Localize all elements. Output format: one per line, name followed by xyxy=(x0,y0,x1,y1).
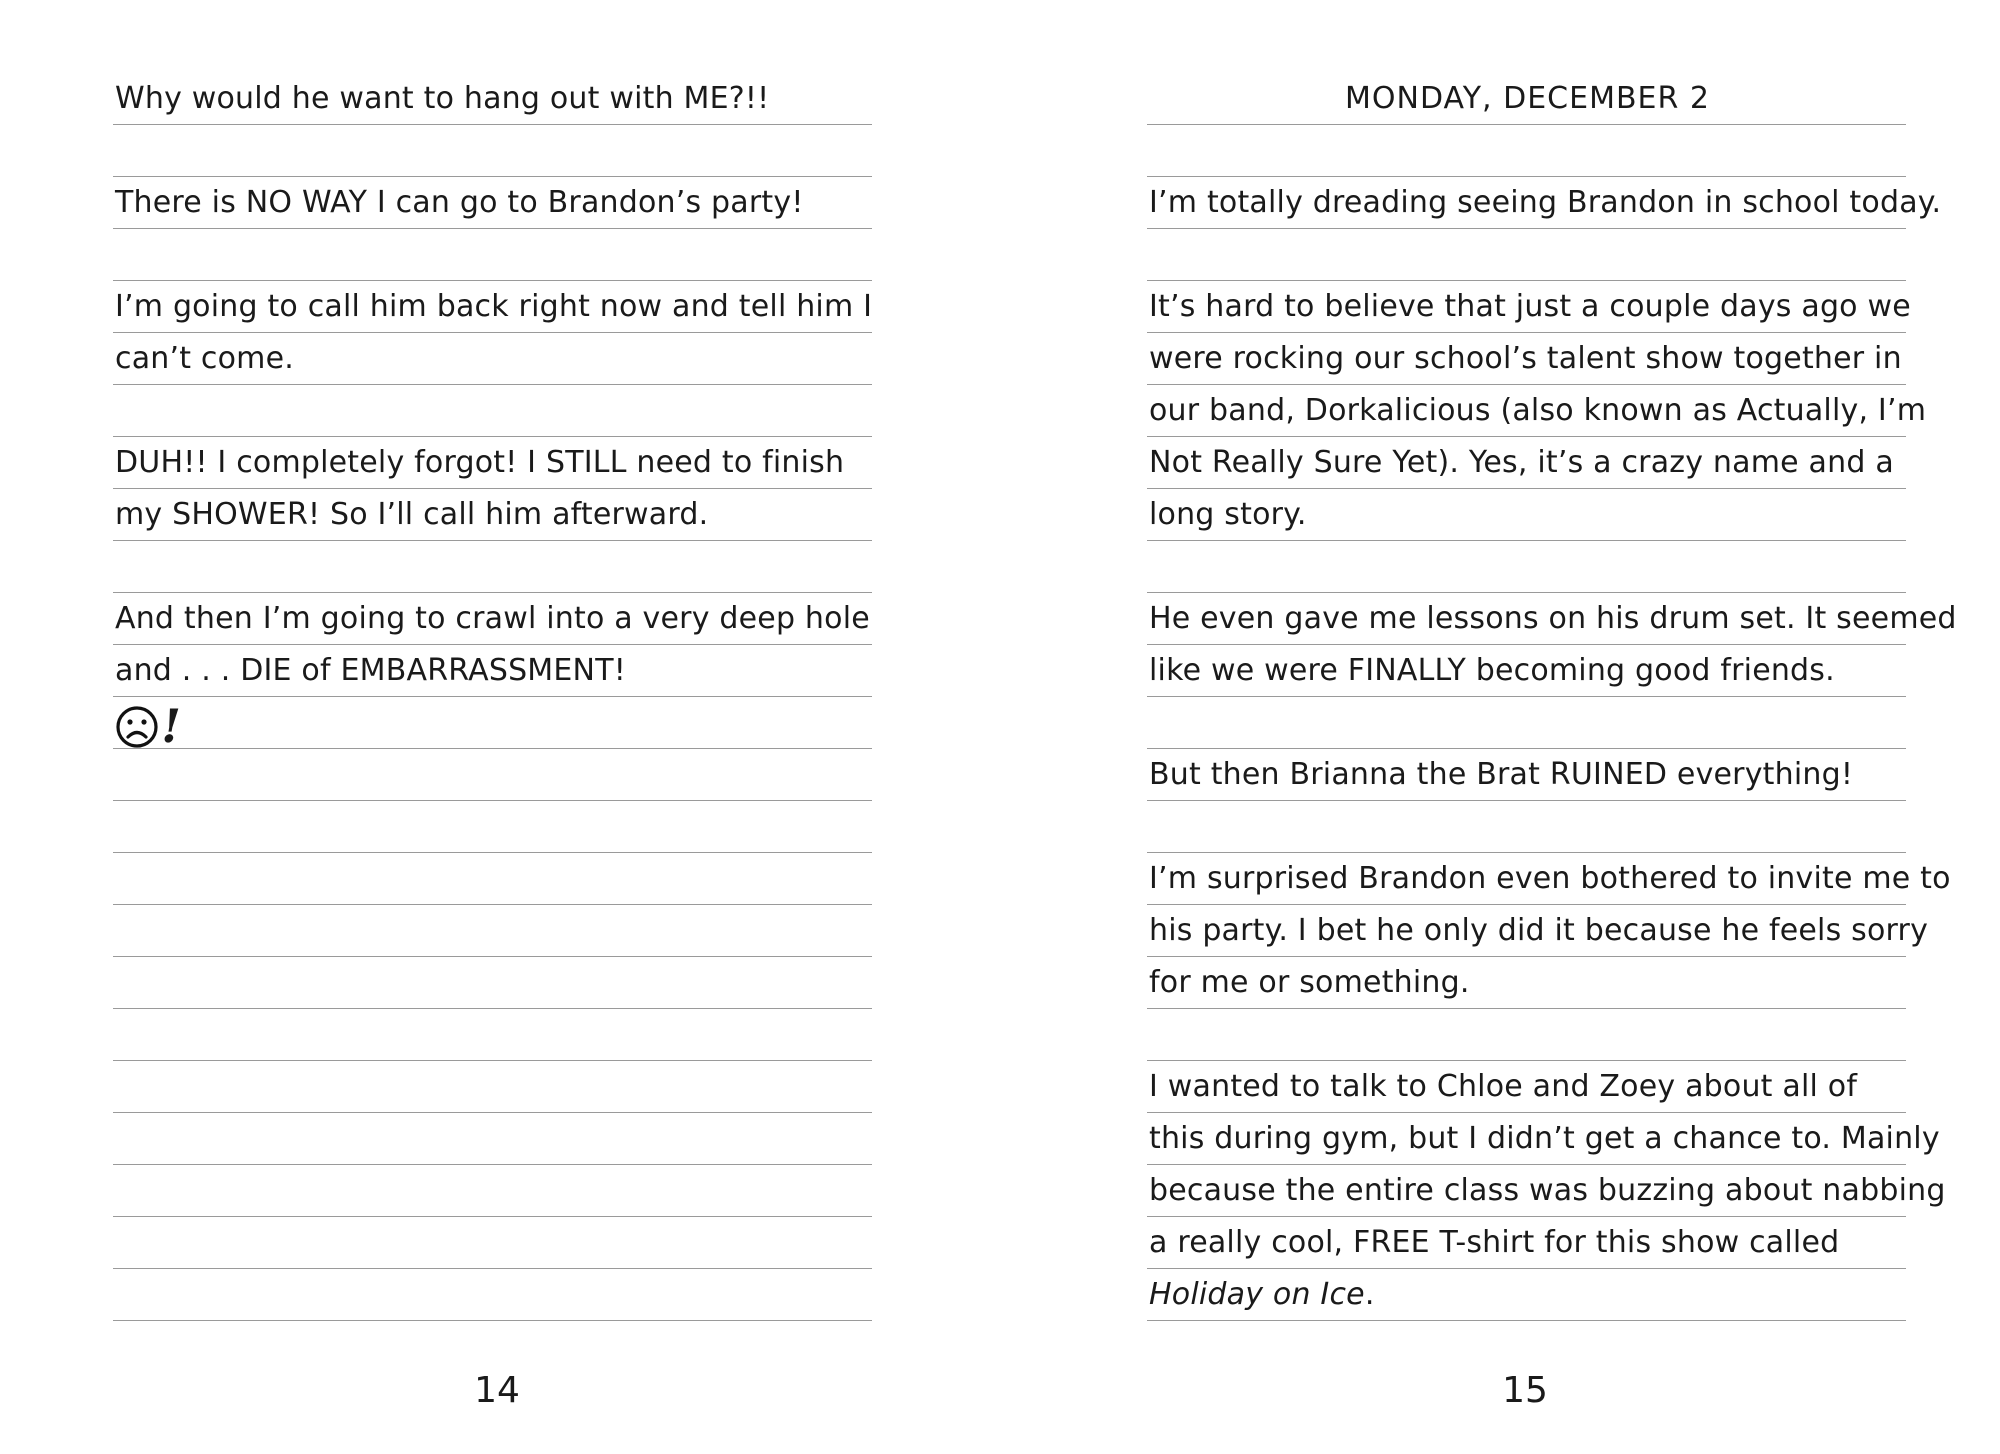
right-line-12: like we were FINALLY becoming good friends. xyxy=(1147,645,1906,697)
left-line-13 xyxy=(113,697,872,753)
show-title: Holiday on Ice xyxy=(1149,1277,1365,1312)
right-line-16: I’m surprised Brandon even bothered to invite me to xyxy=(1147,853,1906,905)
left-line-7 xyxy=(113,385,872,437)
right-line-11: He even gave me lessons on his drum set. It seemed xyxy=(1147,593,1906,645)
left-line-18 xyxy=(113,957,872,1009)
right-line-20: I wanted to talk to Chloe and Zoey about all of xyxy=(1147,1061,1906,1113)
left-line-24 xyxy=(113,1269,872,1321)
right-line-14: But then Brianna the Brat RUINED everything! xyxy=(1147,749,1906,801)
right-line-2 xyxy=(1147,125,1906,177)
right-line-9: long story. xyxy=(1147,489,1906,541)
date-heading: MONDAY, DECEMBER 2 xyxy=(1147,73,1906,125)
left-line-10 xyxy=(113,541,872,593)
left-line-19 xyxy=(113,1009,872,1061)
left-line-9: my SHOWER! So I’ll call him afterward. xyxy=(113,489,872,541)
right-ruled-lines xyxy=(1147,73,1957,1321)
right-line-22: because the entire class was buzzing about nabbing xyxy=(1147,1165,1906,1217)
left-line-5: I’m going to call him back right now and tell him I xyxy=(113,281,872,333)
left-line-6: can’t come. xyxy=(113,333,872,385)
page-number-left: 14 xyxy=(474,1370,520,1411)
left-line-3: There is NO WAY I can go to Brandon’s party! xyxy=(113,177,872,229)
right-page xyxy=(1000,0,2000,1454)
left-line-20 xyxy=(113,1061,872,1113)
right-line-10 xyxy=(1147,541,1906,593)
left-line-1: Why would he want to hang out with ME?!! xyxy=(113,73,872,125)
left-line-11: And then I’m going to crawl into a very deep hole xyxy=(113,593,872,645)
right-line-18: for me or something. xyxy=(1147,957,1906,1009)
right-line-3: I’m totally dreading seeing Brandon in school today. xyxy=(1147,177,1906,229)
right-line-24 xyxy=(1147,1269,1906,1321)
sentence-end: . xyxy=(1364,1277,1375,1312)
right-line-13 xyxy=(1147,697,1906,749)
left-line-17 xyxy=(113,905,872,957)
left-line-14 xyxy=(113,749,872,801)
right-line-4 xyxy=(1147,229,1906,281)
left-line-8: DUH!! I completely forgot! I STILL need to finish xyxy=(113,437,872,489)
left-line-4 xyxy=(113,229,872,281)
right-line-21: this during gym, but I didn’t get a chance to. Mainly xyxy=(1147,1113,1906,1165)
right-line-19 xyxy=(1147,1009,1906,1061)
page-number-right: 15 xyxy=(1502,1370,1548,1411)
right-line-6: were rocking our school’s talent show together in xyxy=(1147,333,1906,385)
exclamation-mark: ! xyxy=(156,699,187,753)
left-line-15 xyxy=(113,801,872,853)
left-line-23 xyxy=(113,1217,872,1269)
left-line-22 xyxy=(113,1165,872,1217)
right-line-5: It’s hard to believe that just a couple days ago we xyxy=(1147,281,1906,333)
left-ruled-lines xyxy=(113,73,872,1321)
right-line-15 xyxy=(1147,801,1906,853)
sad-face-icon xyxy=(115,705,159,749)
right-line-7: our band, Dorkalicious (also known as Actually, I’m xyxy=(1147,385,1906,437)
sad-face-doodle xyxy=(115,697,187,753)
right-line-17: his party. I bet he only did it because he feels sorry xyxy=(1147,905,1906,957)
right-line-8: Not Really Sure Yet). Yes, it’s a crazy name and a xyxy=(1147,437,1906,489)
left-line-2 xyxy=(113,125,872,177)
right-line-23: a really cool, FREE T-shirt for this show called xyxy=(1147,1217,1906,1269)
left-line-21 xyxy=(113,1113,872,1165)
left-line-16 xyxy=(113,853,872,905)
left-line-12: and . . . DIE of EMBARRASSMENT! xyxy=(113,645,872,697)
